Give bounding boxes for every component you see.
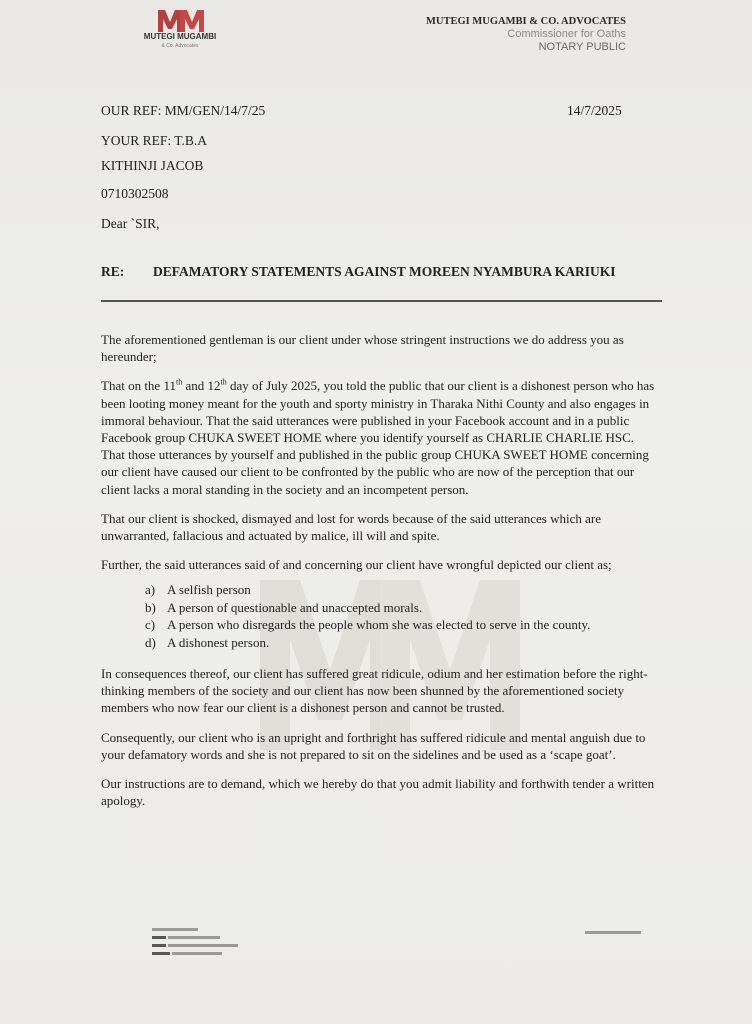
firm-title-notary: NOTARY PUBLIC: [538, 41, 626, 53]
paragraph-7: Our instructions are to demand, which we hereby do that you admit liability and forthwith tender a written apology.: [101, 776, 655, 809]
list-item-text: A dishonest person.: [167, 634, 270, 650]
list-marker: b): [145, 599, 156, 615]
paragraph-2-part-c: day of July 2025, you told the public that our client is a dishonest person who has been looting money meant for the youth and sporty ministry in Tharaka Nithi County and also engages in immoral behaviour. That the said utterances were published in your Facebook account and in a public Facebook group CHUKA SWEET HOME where you identify yourself as CHARLIE CHARLIE HSC. That those utterances by yourself and published in the public group CHUKA SWEET HOME concerning our client have caused our client to be confronted by the public who are now of the perception that our client lacks a moral standing in the society and an incompetent person.: [101, 378, 655, 497]
firm-letterhead: [426, 16, 626, 53]
subject-divider: [101, 300, 662, 302]
firm-title-commissioner: Commissioner for Oaths: [507, 28, 626, 40]
paragraph-5: In consequences thereof, our client has suffered great ridicule, odium and her estimation before the right-thinking members of the society and our client has now been shunned by the aforementioned society members who now fear our client is a dishonest person and cannot be trusted.: [101, 666, 648, 716]
paragraph-4: Further, the said utterances said of and concerning our client have wrongful depicted our client as;: [101, 557, 612, 573]
salutation: Dear `SIR,: [101, 216, 160, 231]
list-item: [145, 634, 657, 651]
footer-registration-block: [585, 930, 645, 936]
footer-contact-block: [152, 926, 292, 960]
logo-subtitle: & Co. Advocates: [161, 43, 199, 49]
letter-body: [101, 331, 657, 821]
our-reference: OUR REF: MM/GEN/14/7/25: [101, 103, 266, 118]
recipient-phone: 0710302508: [101, 186, 169, 201]
logo-name: MUTEGI MUGAMBI: [143, 32, 217, 41]
recipient-name: KITHINJI JACOB: [101, 158, 204, 173]
your-reference: YOUR REF: T.B.A: [101, 133, 208, 148]
paragraph-3: That our client is shocked, dismayed and lost for words because of the said utterances which are unwarranted, fallacious and actuated by malice, ill will and spite.: [101, 510, 601, 544]
superscript-th: th: [175, 378, 183, 388]
list-item-text: A selfish person: [167, 582, 251, 598]
superscript-th: th: [220, 378, 227, 388]
list-item: [145, 581, 657, 598]
paragraph-2-part-b: and 12: [182, 378, 221, 394]
paragraph-2-part-a: That on the 11: [101, 378, 176, 394]
subject-text: DEFAMATORY STATEMENTS AGAINST MOREEN NYAMBURA KARIUKI: [153, 264, 616, 279]
list-item-text: A person of questionable and unaccepted morals.: [167, 599, 423, 615]
subject-label: RE:: [101, 264, 125, 279]
list-item-text: A person who disregards the people whom she was elected to serve in the county.: [167, 617, 591, 633]
list-marker: c): [145, 617, 156, 633]
list-item: [145, 616, 657, 633]
letter-date: 14/7/2025: [567, 103, 622, 118]
depiction-list: [101, 581, 657, 651]
subject-line: [101, 262, 661, 281]
paragraph-6: Consequently, our client who is an upright and forthright has suffered ridicule and mental anguish due to your defamatory words and she is not prepared to sit on the sidelines and be used as a ‘scape goat’.: [101, 729, 646, 762]
list-item: [145, 599, 657, 616]
firm-name: MUTEGI MUGAMBI & CO. ADVOCATES: [426, 16, 626, 27]
list-marker: a): [145, 582, 156, 598]
list-marker: d): [145, 634, 156, 650]
paragraph-2: [101, 377, 657, 497]
paragraph-1: The aforementioned gentleman is our client under whose stringent instructions we do address you as hereunder;: [101, 332, 624, 365]
